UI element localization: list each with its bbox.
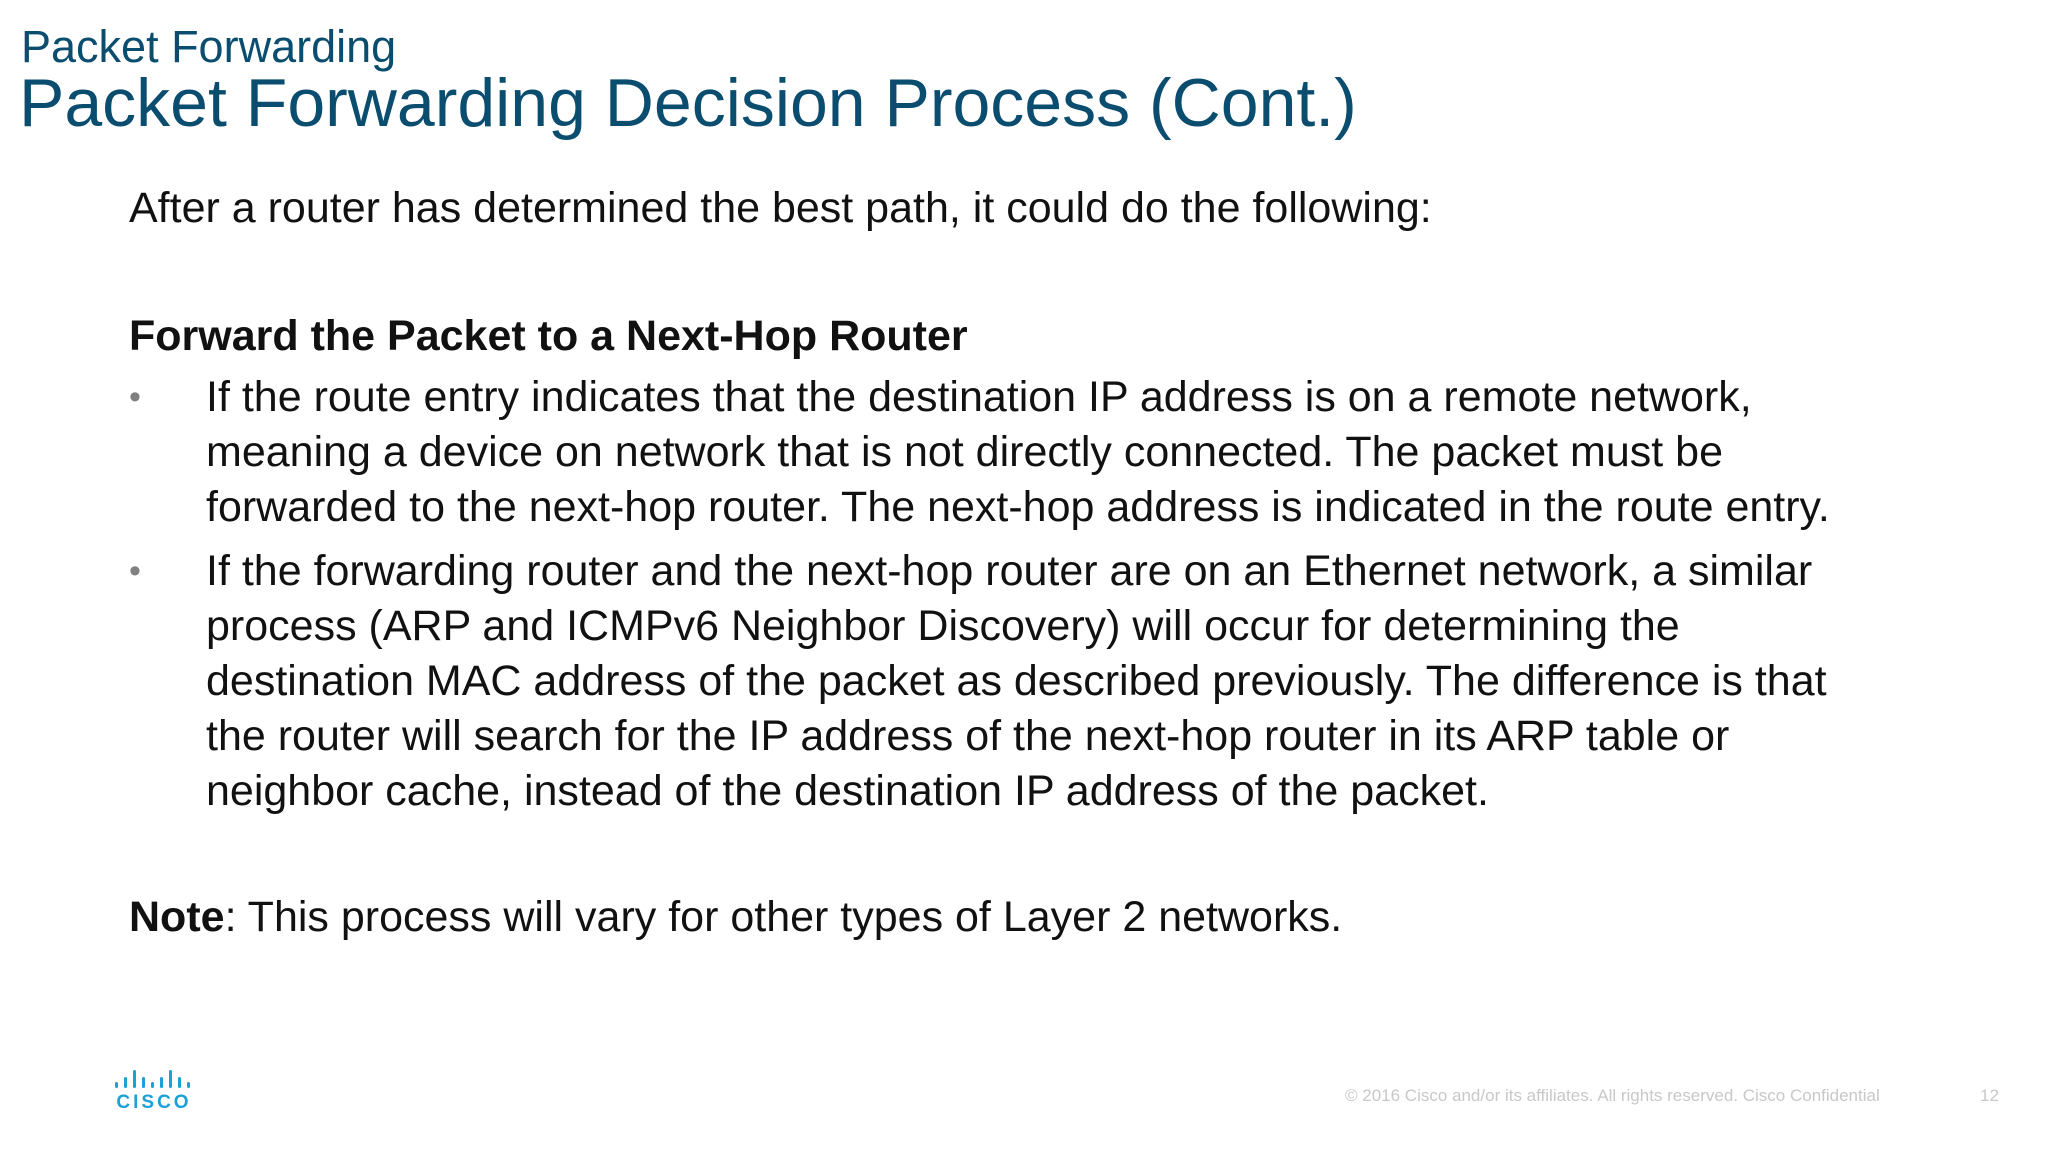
intro-text: After a router has determined the best path, it could do the following: xyxy=(129,184,1432,232)
note-text: : This process will vary for other types of Layer 2 networks. xyxy=(224,893,1343,941)
note-label: Note xyxy=(129,893,225,941)
bullet-item xyxy=(129,370,2048,535)
cisco-logo-bars xyxy=(113,1068,195,1092)
bullet-line: If the forwarding router and the next-hop router are on an Ethernet network, a similar xyxy=(206,547,1813,595)
bullet-line: If the route entry indicates that the destination IP address is on a remote network, xyxy=(206,373,1752,421)
bullet-line: meaning a device on network that is not directly connected. The packet must be xyxy=(206,428,1724,476)
bullet-line: forwarded to the next-hop router. The next-hop address is indicated in the route entry. xyxy=(206,483,1830,531)
bullet-item xyxy=(129,544,2048,819)
slide-title: Packet Forwarding Decision Process (Cont.) xyxy=(19,65,1357,141)
subheading: Forward the Packet to a Next-Hop Router xyxy=(129,312,968,360)
bullet-line: the router will search for the IP address of the next-hop router in its ARP table or xyxy=(206,712,1730,760)
bullet-line: process (ARP and ICMPv6 Neighbor Discovery) will occur for determining the xyxy=(206,602,1680,650)
slide-body xyxy=(129,180,1969,945)
bullet-line: neighbor cache, instead of the destination IP address of the packet. xyxy=(206,767,1489,815)
cisco-logo-icon xyxy=(113,1068,195,1112)
bullet-icon: • xyxy=(129,552,141,590)
section-title: Packet Forwarding xyxy=(21,21,397,72)
bullet-list xyxy=(129,370,1969,819)
cisco-logo-text: CISCO xyxy=(116,1092,192,1113)
bullet-icon: • xyxy=(129,378,141,416)
page-number: 12 xyxy=(1980,1086,1999,1105)
bullet-line: destination MAC address of the packet as described previously. The difference is that xyxy=(206,657,1827,705)
note xyxy=(129,889,1969,945)
footer-copyright: © 2016 Cisco and/or its affiliates. All rights reserved. Cisco Confidential xyxy=(1345,1086,1880,1105)
